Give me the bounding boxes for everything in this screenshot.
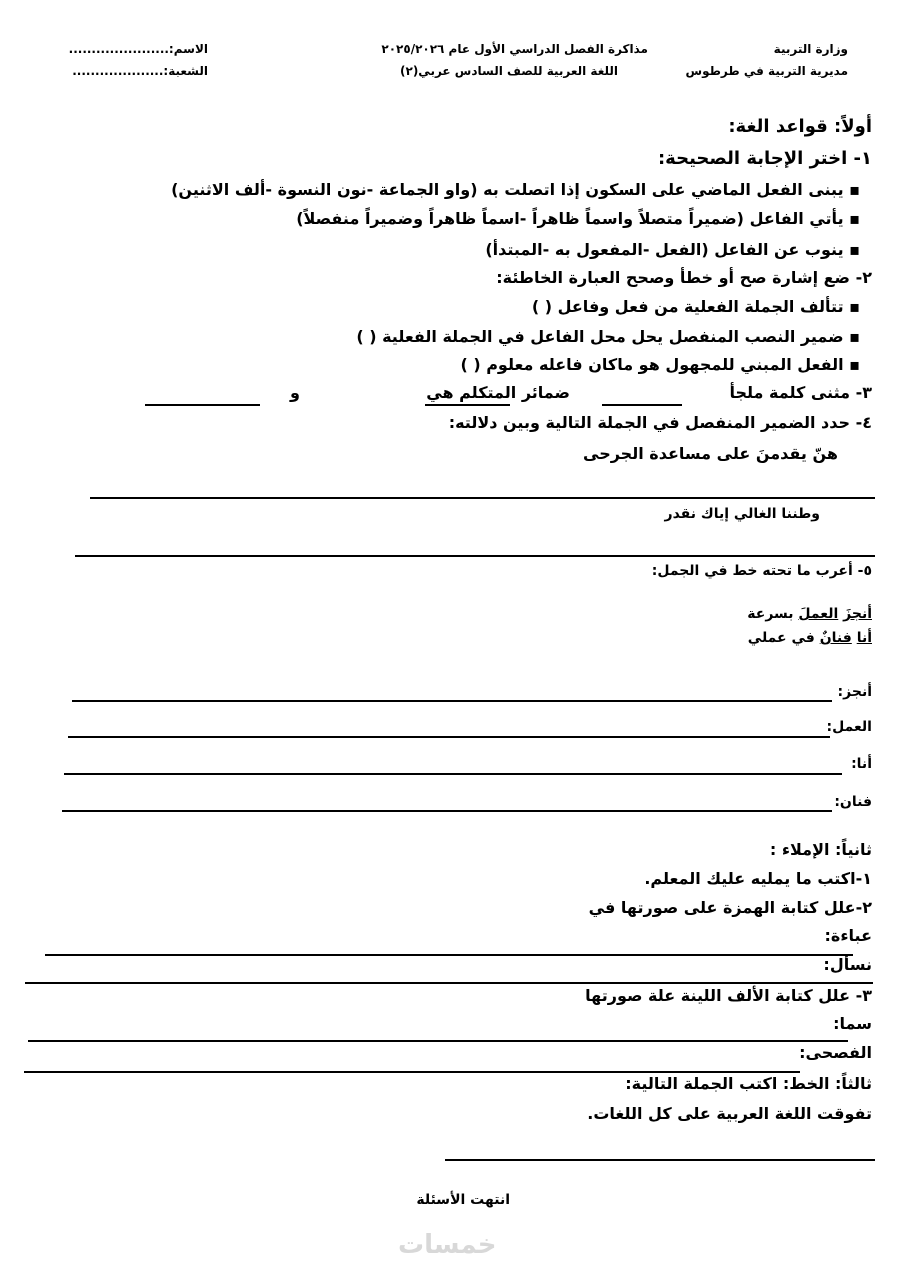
- q3-blank-3[interactable]: [145, 404, 260, 406]
- end-text: انتهت الأسئلة: [416, 1192, 510, 1208]
- q4-title: ٤- حدد الضمير المنفصل في الجملة التالية وبين دلالته:: [448, 413, 872, 432]
- part3-sentence: تفوقت اللغة العربية على كل اللغات.: [587, 1104, 872, 1123]
- q5-answer-line[interactable]: [64, 773, 842, 775]
- q2-item-text: تتألف الجملة الفعلية من فعل وفاعل ( ): [531, 297, 844, 316]
- exam-title: مذاكرة الفصل الدراسي الأول عام ٢٠٢٥/٢٠٢٦: [381, 42, 648, 56]
- alif-word: سما:: [833, 1014, 872, 1033]
- part3-title: ثالثاً: الخط: اكتب الجملة التالية:: [625, 1074, 872, 1093]
- q3-text-a: ٣- مثنى كلمة ملجأ: [729, 383, 872, 402]
- q1-item: ▪ ينوب عن الفاعل (الفعل -المفعول به -المبتدأ): [485, 240, 860, 259]
- part2-q3: ٣- علل كتابة الألف اللينة علة صورتها: [585, 986, 872, 1005]
- part2-q2: ٢-علل كتابة الهمزة على صورتها في: [588, 898, 872, 917]
- underlined-word: أنجزَ: [843, 606, 872, 622]
- q5-answer-label: العمل:: [826, 719, 872, 735]
- q2-item: ▪ ضمير النصب المنفصل يحل محل الفاعل في الجملة الفعلية ( ): [356, 327, 860, 346]
- q5-sentence-1: [747, 606, 872, 622]
- underlined-word: فنانٌ: [819, 630, 852, 646]
- q1-item-text: يأتي الفاعل (ضميراً متصلاً واسماً ظاهراً -اسماً ظاهراً وضميراً منفصلاً): [296, 209, 844, 228]
- q3-blank-1[interactable]: [602, 404, 682, 406]
- q1-item-text: ينوب عن الفاعل (الفعل -المفعول به -المبتدأ): [485, 240, 844, 259]
- q1-item: ▪ يأتي الفاعل (ضميراً متصلاً واسماً ظاهراً -اسماً ظاهراً وضميراً منفصلاً): [296, 209, 860, 228]
- q5-answer-line[interactable]: [62, 810, 832, 812]
- hamza-answer-line[interactable]: [25, 982, 873, 984]
- q2-item: ▪ تتألف الجملة الفعلية من فعل وفاعل ( ): [531, 297, 860, 316]
- part3-answer-line[interactable]: [445, 1159, 875, 1161]
- part2-title: ثانياً: الإملاء :: [769, 840, 872, 859]
- q5-answer-line[interactable]: [68, 736, 830, 738]
- q3-text-b: ضمائر المتكلم هي: [426, 383, 570, 402]
- q5-title: ٥- أعرب ما تحته خط في الجمل:: [651, 563, 872, 579]
- underlined-word: أنا: [856, 630, 872, 646]
- q5-answer-label: فنان:: [834, 794, 872, 810]
- directorate-label: مديرية التربية في طرطوس: [685, 64, 848, 78]
- q4-answer-line-2[interactable]: [75, 555, 875, 557]
- q2-item: ▪ الفعل المبني للمجهول هو ماكان فاعله معلوم ( ): [460, 355, 860, 374]
- q3-blank-2[interactable]: [425, 404, 510, 406]
- alif-word: الفصحى:: [799, 1043, 872, 1062]
- hamza-word: نسأل:: [823, 955, 872, 974]
- alif-answer-line[interactable]: [24, 1071, 800, 1073]
- q2-item-text: ضمير النصب المنفصل يحل محل الفاعل في الجملة الفعلية ( ): [356, 327, 844, 346]
- ministry-label: وزارة التربية: [773, 42, 848, 56]
- sentence-rest: بسرعة: [747, 606, 794, 622]
- hamza-word: عباءة:: [824, 926, 872, 945]
- subject-label: اللغة العربية للصف السادس عربي(٢): [400, 64, 618, 78]
- q1-title: ١- اختر الإجابة الصحيحة:: [657, 148, 872, 169]
- q5-answer-line[interactable]: [72, 700, 832, 702]
- q5-sentence-2: [748, 630, 872, 646]
- q3-and: و: [290, 383, 300, 402]
- part2-q1: ١-اكتب ما يمليه عليك المعلم.: [644, 869, 872, 888]
- q4-sentence-2: وطننا الغالي إياك نقدر: [664, 506, 820, 522]
- q5-answer-label: أنا:: [851, 756, 872, 772]
- q4-sentence-1: هنّ يقدمنَ على مساعدة الجرحى: [583, 444, 838, 463]
- q4-answer-line-1[interactable]: [90, 497, 875, 499]
- q2-item-text: الفعل المبني للمجهول هو ماكان فاعله معلوم ( ): [460, 355, 844, 374]
- name-field: الاسم:......................: [68, 42, 208, 56]
- underlined-word: العملَ: [798, 606, 839, 622]
- section-field: الشعبة:....................: [72, 64, 208, 78]
- q1-item-text: يبنى الفعل الماضي على السكون إذا اتصلت به (واو الجماعة -نون النسوة -ألف الاثنين): [171, 180, 844, 199]
- watermark-logo: خمسات: [398, 1230, 497, 1260]
- part1-title: أولاً: قواعد الغة:: [728, 116, 872, 137]
- q2-title: ٢- ضع إشارة صح أو خطأ وصحح العبارة الخاطئة:: [496, 268, 872, 287]
- sentence-rest: في عملي: [747, 630, 815, 646]
- q5-answer-label: أنجز:: [837, 684, 872, 700]
- q1-item: ▪ يبنى الفعل الماضي على السكون إذا اتصلت به (واو الجماعة -نون النسوة -ألف الاثنين): [171, 180, 860, 199]
- hamza-answer-line[interactable]: [45, 954, 853, 956]
- alif-answer-line[interactable]: [28, 1040, 848, 1042]
